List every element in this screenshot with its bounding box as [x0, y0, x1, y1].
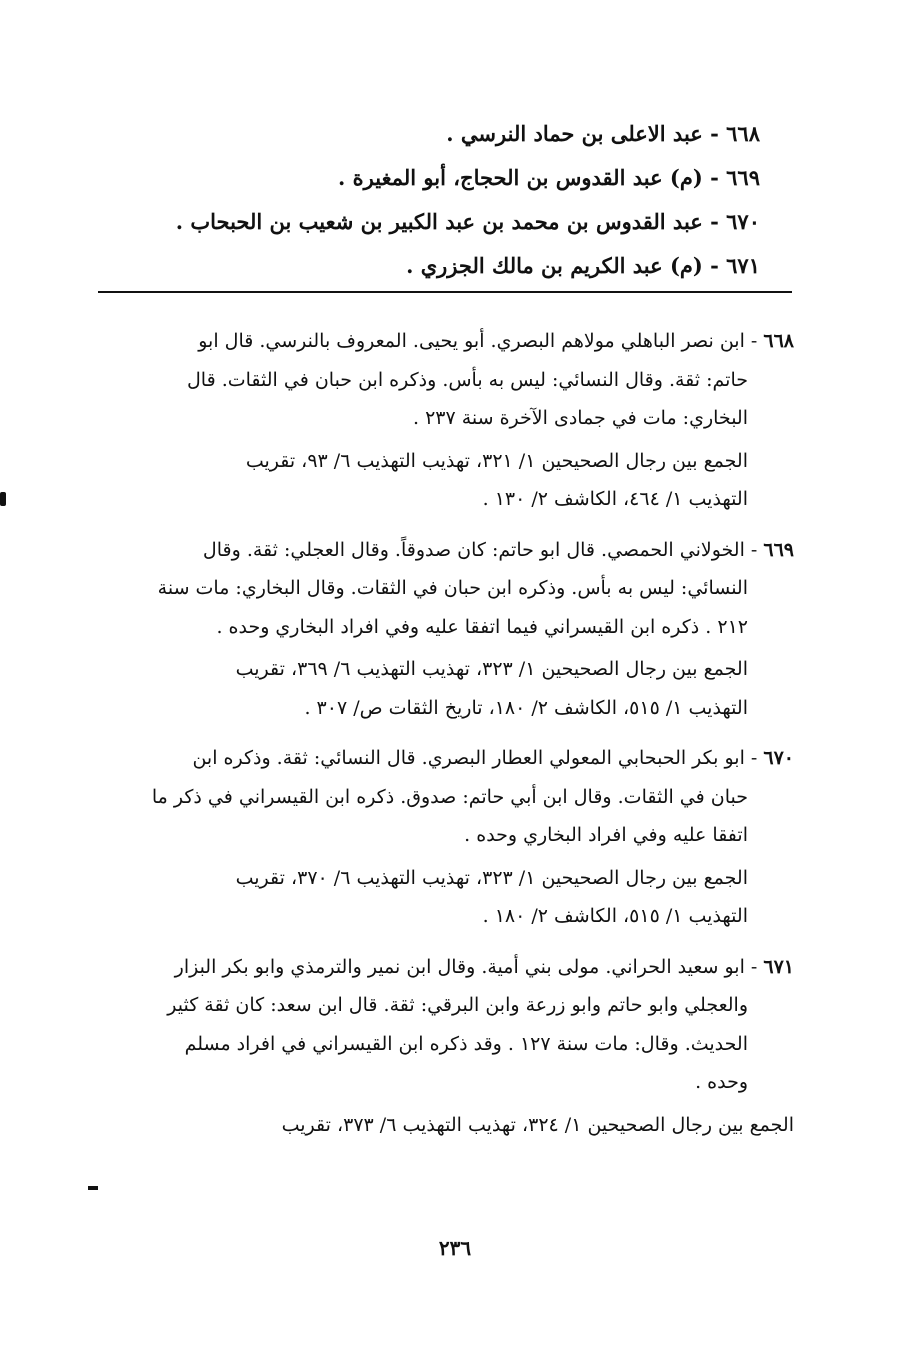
- footnote-line: الحديث. وقال: مات سنة ١٢٧ . وقد ذكره ابن القيسراني في افراد مسلم: [184, 1032, 748, 1055]
- footnote-line: النسائي: ليس به بأس. وذكره ابن حبان في الثقات. وقال البخاري: مات سنة: [157, 577, 748, 599]
- footnote-number: ٦٧٠: [763, 747, 794, 769]
- footnote-line: ٦٦٩ - الخولاني الحمصي. قال ابو حاتم: كان صدوقاً. وقال العجلي: ثقة. وقال: [202, 538, 794, 561]
- footnote: [104, 948, 794, 1145]
- footnote: [104, 739, 794, 936]
- footnote-references: التهذيب ١/ ٥١٥، الكاشف ٢/ ١٨٠ .: [482, 905, 748, 927]
- footnotes: [104, 322, 794, 1156]
- footnote-references: الجمع بين رجال الصحيحين ١/ ٣٢٣، تهذيب التهذيب ٦/ ٣٦٩، تقريب: [235, 658, 748, 680]
- entry-text: - (م) عبد الكريم بن مالك الجزري .: [406, 253, 719, 278]
- entry-number: ٦٧١: [726, 253, 760, 278]
- entry-heading: [120, 200, 760, 244]
- page-number: ٢٣٦: [438, 1236, 472, 1260]
- footnote: [104, 531, 794, 728]
- entry-list: [120, 112, 760, 288]
- footnote-references: الجمع بين رجال الصحيحين ١/ ٣٢٤، تهذيب التهذيب ٦/ ٣٧٣، تقريب: [281, 1113, 794, 1136]
- margin-mark: [0, 492, 6, 506]
- footnote-references: التهذيب ١/ ٥١٥، الكاشف ٢/ ١٨٠، تاريخ الثقات ص/ ٣٠٧ .: [304, 696, 748, 719]
- entry-text: - عبد الاعلى بن حماد النرسي .: [446, 121, 719, 146]
- footnote-references: الجمع بين رجال الصحيحين ١/ ٣٢١، تهذيب التهذيب ٦/ ٩٣، تقريب: [245, 449, 748, 472]
- entry-number: ٦٧٠: [726, 209, 760, 234]
- footnote-line: والعجلي وابو حاتم وابو زرعة وابن البرقي: ثقة. قال ابن سعد: كان ثقة كثير: [167, 994, 748, 1016]
- continuation-mark: [88, 1186, 98, 1190]
- footnote-number: ٦٦٩: [763, 538, 794, 561]
- entry-heading: [120, 156, 760, 200]
- footnote-line: ٦٧١ - ابو سعيد الحراني. مولى بني أمية. وقال ابن نمير والترمذي وابو بكر البزار: [174, 955, 794, 978]
- footnote-line: ٢١٢ . ذكره ابن القيسراني فيما اتفقا عليه وفي افراد البخاري وحده .: [216, 615, 748, 638]
- footnote-references: التهذيب ١/ ٤٦٤، الكاشف ٢/ ١٣٠ .: [482, 488, 748, 510]
- entry-heading: [120, 244, 760, 288]
- footnote-line: البخاري: مات في جمادى الآخرة سنة ٢٣٧ .: [412, 407, 748, 429]
- entry-number: ٦٦٩: [726, 165, 760, 190]
- footnote-line: حاتم: ثقة. وقال النسائي: ليس به بأس. وذكره ابن حبان في الثقات. قال: [186, 368, 748, 391]
- footnote-number: ٦٧١: [763, 955, 794, 978]
- entry-number: ٦٦٨: [726, 121, 760, 146]
- footnote: [104, 322, 794, 519]
- footnote-line: حبان في الثقات. وقال ابن أبي حاتم: صدوق. ذكره ابن القيسراني في ذكر ما: [151, 785, 748, 808]
- entry-heading: [120, 112, 760, 156]
- footnote-line: ٦٦٨ - ابن نصر الباهلي مولاهم البصري. أبو يحيى. المعروف بالنرسي. قال ابو: [198, 330, 794, 352]
- entry-text: - عبد القدوس بن محمد بن عبد الكبير بن شعيب بن الحبحاب .: [175, 209, 719, 234]
- footnote-references: الجمع بين رجال الصحيحين ١/ ٣٢٣، تهذيب التهذيب ٦/ ٣٧٠، تقريب: [235, 866, 748, 889]
- footnote-line: اتفقا عليه وفي افراد البخاري وحده .: [464, 824, 748, 846]
- footnote-line: وحده .: [695, 1071, 748, 1093]
- footnote-number: ٦٦٨: [763, 330, 794, 352]
- footnote-divider: [98, 291, 792, 293]
- entry-text: - (م) عبد القدوس بن الحجاج، أبو المغيرة .: [338, 165, 719, 190]
- footnote-line: ٦٧٠ - ابو بكر الحبحابي المعولي العطار البصري. قال النسائي: ثقة. وذكره ابن: [192, 747, 794, 769]
